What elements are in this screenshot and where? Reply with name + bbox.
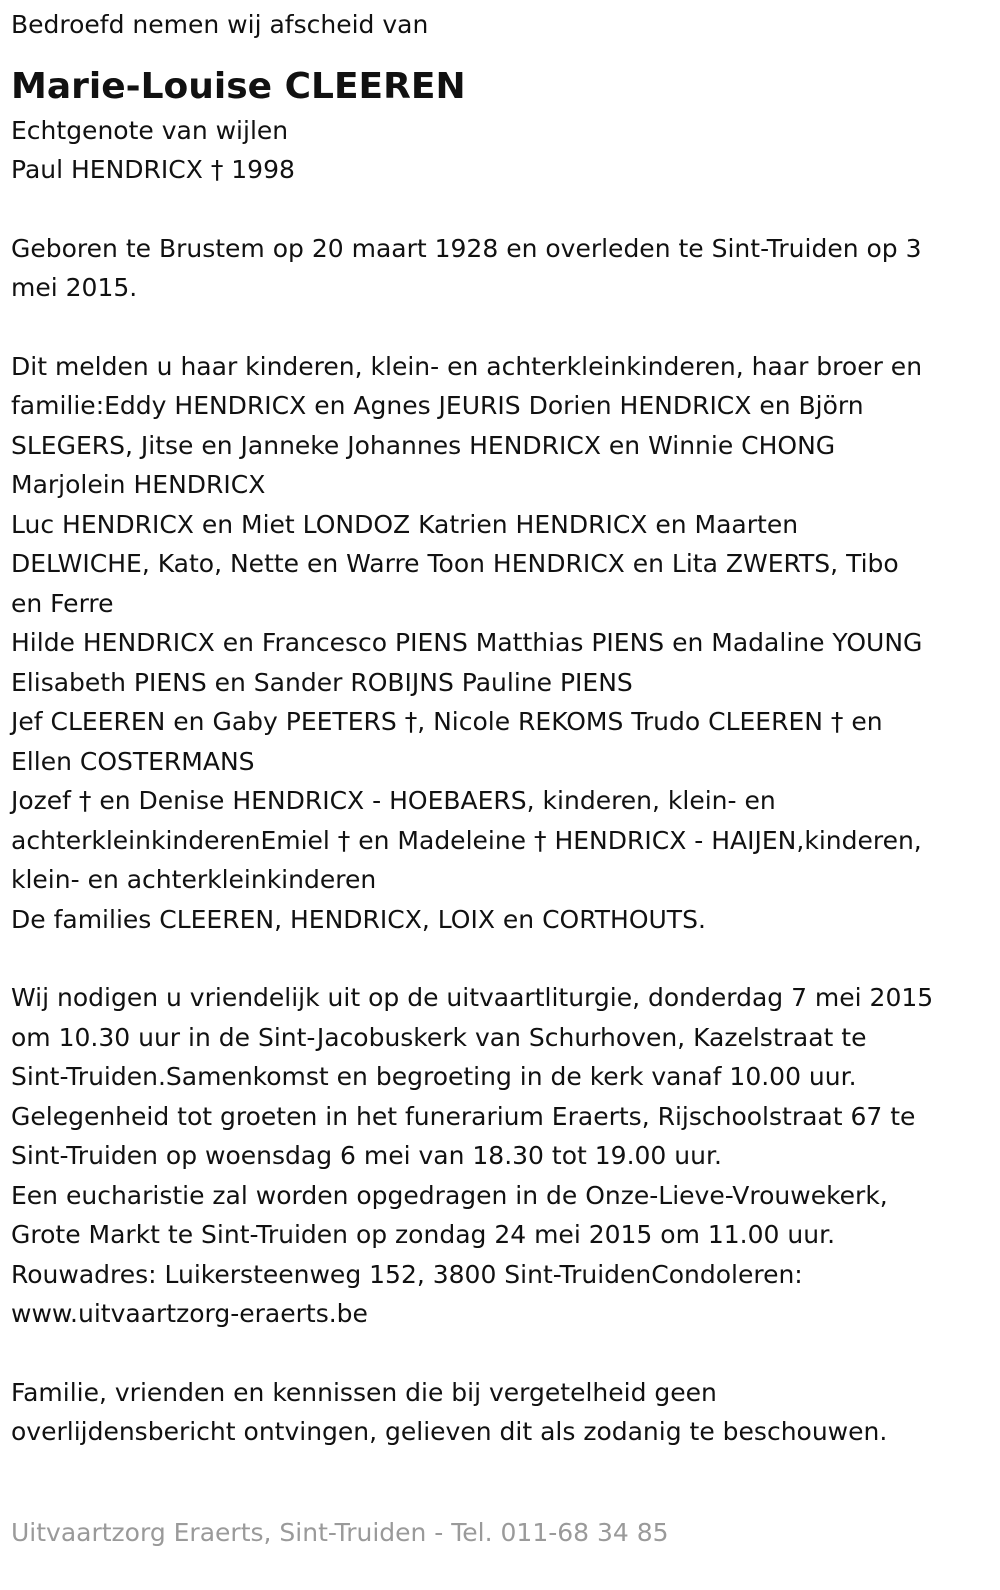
paragraph-line: Elisabeth PIENS en Sander ROBIJNS Pauline PIENS [11, 667, 633, 697]
spouse-block [11, 111, 1000, 190]
paragraph-line: Geboren te Brustem op 20 maart 1928 en overleden te Sint-Truiden op 3 [11, 233, 922, 263]
condolence-link[interactable]: www.uitvaartzorg-eraerts.be [11, 1299, 368, 1328]
paragraph-line: om 10.30 uur in de Sint-Jacobuskerk van Schurhoven, Kazelstraat te [11, 1022, 867, 1052]
birth-death-paragraph [11, 229, 1000, 308]
closing-paragraph [11, 1373, 1000, 1452]
spouse-line: Paul HENDRICX † 1998 [11, 155, 295, 184]
paragraph-line: achterkleinkinderenEmiel † en Madeleine † HENDRICX - HAIJEN,kinderen, [11, 825, 922, 855]
paragraph-line: Sint-Truiden.Samenkomst en begroeting in de kerk vanaf 10.00 uur. [11, 1062, 857, 1091]
paragraph-line: SLEGERS, Jitse en Janneke Johannes HENDRICX en Winnie CHONG [11, 430, 836, 460]
paragraph-line: De families CLEEREN, HENDRICX, LOIX en CORTHOUTS. [11, 904, 706, 934]
paragraph-line: Marjolein HENDRICX [11, 470, 266, 499]
paragraph-line: Sint-Truiden op woensdag 6 mei van 18.30 tot 19.00 uur. [11, 1141, 722, 1170]
paragraph-line: familie:Eddy HENDRICX en Agnes JEURIS Dorien HENDRICX en Björn [11, 391, 864, 420]
invitation-paragraph [11, 978, 1000, 1334]
paragraph-line: mei 2015. [11, 273, 138, 302]
paragraph-line: Hilde HENDRICX en Francesco PIENS Matthias PIENS en Madaline YOUNG [11, 628, 923, 657]
paragraph-gap [11, 939, 1000, 978]
paragraph-gap [11, 308, 1000, 347]
paragraph-line: Luc HENDRICX en Miet LONDOZ Katrien HENDRICX en Maarten [11, 509, 799, 539]
paragraph-line: Rouwadres: Luikersteenweg 152, 3800 Sint-TruidenCondoleren: [11, 1259, 803, 1289]
paragraph-line: Familie, vrienden en kennissen die bij vergetelheid geen [11, 1377, 717, 1407]
spouse-line: Echtgenote van wijlen [11, 115, 289, 145]
paragraph-line: klein- en achterkleinkinderen [11, 865, 377, 894]
paragraph-line: Wij nodigen u vriendelijk uit op de uitvaartliturgie, donderdag 7 mei 2015 [11, 983, 934, 1012]
paragraph-line: Een eucharistie zal worden opgedragen in de Onze-Lieve-Vrouwekerk, [11, 1180, 888, 1210]
intro-text: Bedroefd nemen wij afscheid van [11, 10, 429, 39]
family-paragraph [11, 347, 1000, 940]
paragraph-line: DELWICHE, Kato, Nette en Warre Toon HENDRICX en Lita ZWERTS, Tibo [11, 549, 899, 578]
paragraph-gap [11, 190, 1000, 229]
paragraph-line: overlijdensbericht ontvingen, gelieven dit als zodanig te beschouwen. [11, 1417, 888, 1446]
paragraph-line: Jozef † en Denise HENDRICX - HOEBAERS, kinderen, klein- en [11, 786, 776, 815]
paragraph-line: en Ferre [11, 588, 114, 618]
funeral-home-footer: Uitvaartzorg Eraerts, Sint-Truiden - Tel. 011-68 34 85 [11, 1518, 669, 1547]
paragraph-line: Ellen COSTERMANS [11, 746, 255, 776]
paragraph-line: Gelegenheid tot groeten in het funerarium Eraerts, Rijschoolstraat 67 te [11, 1101, 916, 1131]
deceased-name: Marie-Louise CLEEREN [11, 65, 466, 107]
paragraph-line: Grote Markt te Sint-Truiden op zondag 24 mei 2015 om 11.00 uur. [11, 1220, 836, 1249]
paragraph-line: Dit melden u haar kinderen, klein- en achterkleinkinderen, haar broer en [11, 351, 923, 381]
paragraph-gap [11, 1334, 1000, 1373]
paragraph-line: Jef CLEEREN en Gaby PEETERS †, Nicole REKOMS Trudo CLEEREN † en [11, 707, 883, 736]
